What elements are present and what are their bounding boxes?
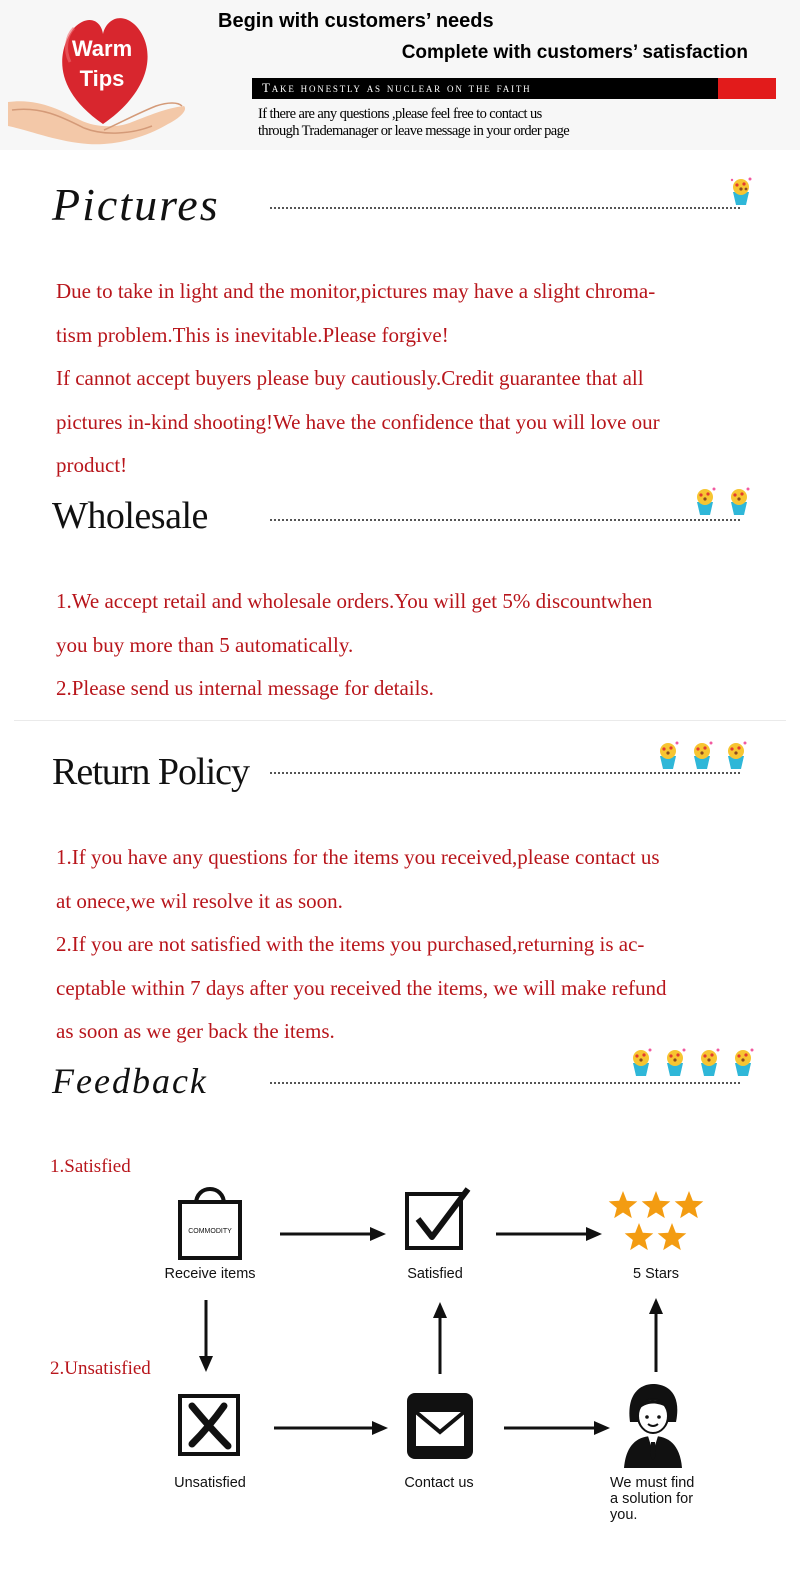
text-line: 1.We accept retail and wholesale orders.You will get 5% discountwhen bbox=[56, 589, 653, 613]
solution-caption bbox=[610, 1475, 720, 1523]
star-icon bbox=[609, 1191, 638, 1218]
checkbox-x-icon bbox=[176, 1392, 242, 1458]
dotted-rule bbox=[270, 1082, 740, 1084]
cupcake-decoration bbox=[728, 176, 754, 206]
cupcake-icon bbox=[723, 740, 749, 770]
unsatisfied-caption: Unsatisfied bbox=[174, 1475, 246, 1491]
star-icon bbox=[675, 1191, 704, 1218]
text-line: 1.If you have any questions for the items you received,please contact us bbox=[56, 845, 660, 869]
contact-note-line: through Trademanager or leave message in your order page bbox=[258, 123, 570, 139]
star-icon bbox=[625, 1223, 654, 1250]
arrow-icon bbox=[272, 1420, 390, 1436]
text-line: product! bbox=[56, 453, 128, 477]
solution-node bbox=[620, 1382, 686, 1473]
text-line: If cannot accept buyers please buy cautiously.Credit guarantee that all bbox=[56, 366, 644, 390]
text-line: pictures in-kind shooting!We have the confidence that you will love our bbox=[56, 409, 660, 434]
cupcake-icon bbox=[689, 740, 715, 770]
text-line: tism problem.This is inevitable.Please forgive! bbox=[56, 322, 449, 347]
dotted-rule bbox=[270, 519, 740, 521]
wholesale-text bbox=[56, 580, 756, 711]
arrow-icon bbox=[278, 1226, 388, 1242]
return-policy-text bbox=[56, 836, 756, 1054]
solution-caption-line: you. bbox=[610, 1507, 638, 1523]
badge-line-tips: Tips bbox=[79, 66, 125, 91]
arrow-icon bbox=[648, 1296, 664, 1374]
cupcake-decoration bbox=[628, 1047, 756, 1077]
solution-caption-line: We must find bbox=[610, 1475, 695, 1491]
warm-tips-header bbox=[0, 0, 800, 150]
envelope-icon bbox=[404, 1390, 476, 1462]
person-avatar-icon bbox=[620, 1382, 686, 1468]
text-line: ceptable within 7 days after you received the items, we will make refund bbox=[56, 975, 667, 1000]
cupcake-icon bbox=[696, 1047, 722, 1077]
section-title-wholesale: Wholesale bbox=[52, 495, 208, 537]
five-stars-node bbox=[606, 1190, 706, 1259]
text-line: as soon as we ger back the items. bbox=[56, 1019, 335, 1043]
bag-label: COMMODITY bbox=[188, 1228, 232, 1235]
contact-note-line: If there are any questions ,please feel free to contact us bbox=[258, 106, 542, 122]
text-line: 2.If you are not satisfied with the items you purchased,returning is ac- bbox=[56, 932, 645, 956]
star-icon bbox=[658, 1223, 687, 1250]
slogan-satisfaction: Complete with customers’ satisfaction bbox=[401, 42, 748, 63]
motto-text: Take honestly as nuclear on the faith bbox=[262, 80, 532, 95]
cupcake-decoration bbox=[655, 740, 749, 770]
dotted-rule bbox=[270, 772, 740, 774]
cupcake-icon bbox=[728, 176, 754, 206]
cupcake-icon bbox=[662, 1047, 688, 1077]
unsatisfied-node bbox=[176, 1392, 242, 1463]
cupcake-icon bbox=[655, 740, 681, 770]
pictures-text bbox=[56, 270, 756, 488]
text-line: 2.Please send us internal message for details. bbox=[56, 676, 434, 700]
checkbox-check-icon bbox=[404, 1187, 476, 1253]
arrow-icon bbox=[494, 1226, 604, 1242]
dotted-rule bbox=[270, 207, 740, 209]
cupcake-decoration bbox=[692, 486, 752, 516]
satisfied-node bbox=[404, 1187, 476, 1258]
section-title-feedback: Feedback bbox=[52, 1061, 208, 1101]
cupcake-icon bbox=[726, 486, 752, 516]
star-icon bbox=[642, 1191, 671, 1218]
receive-items-node bbox=[174, 1178, 246, 1267]
cupcake-icon bbox=[628, 1047, 654, 1077]
text-line: Due to take in light and the monitor,pictures may have a slight chroma- bbox=[56, 279, 656, 303]
arrow-icon bbox=[432, 1300, 448, 1376]
motto-bar-accent bbox=[718, 78, 776, 99]
badge-line-warm: Warm bbox=[71, 36, 133, 61]
section-divider bbox=[14, 720, 786, 721]
satisfied-caption: Satisfied bbox=[407, 1266, 463, 1282]
warm-tips-badge bbox=[8, 6, 198, 154]
solution-caption-line: a solution for bbox=[610, 1491, 694, 1507]
contact-note bbox=[258, 106, 698, 140]
five-stars-caption: 5 Stars bbox=[633, 1266, 679, 1282]
arrow-icon bbox=[198, 1298, 214, 1374]
arrow-icon bbox=[502, 1420, 612, 1436]
unsatisfied-path-label: 2.Unsatisfied bbox=[50, 1358, 151, 1379]
section-title-pictures: Pictures bbox=[52, 179, 220, 230]
cupcake-icon bbox=[692, 486, 718, 516]
text-line: you buy more than 5 automatically. bbox=[56, 632, 354, 657]
contact-us-node bbox=[404, 1390, 476, 1467]
receive-items-caption: Receive items bbox=[164, 1266, 256, 1282]
shopping-bag-icon bbox=[174, 1178, 246, 1262]
contact-us-caption: Contact us bbox=[404, 1475, 474, 1491]
text-line: at onece,we wil resolve it as soon. bbox=[56, 888, 343, 913]
slogan-needs: Begin with customers’ needs bbox=[218, 10, 494, 32]
cupcake-icon bbox=[730, 1047, 756, 1077]
star-rating-icon bbox=[606, 1190, 706, 1254]
satisfied-path-label: 1.Satisfied bbox=[50, 1156, 131, 1177]
section-title-return-policy: Return Policy bbox=[52, 751, 250, 793]
